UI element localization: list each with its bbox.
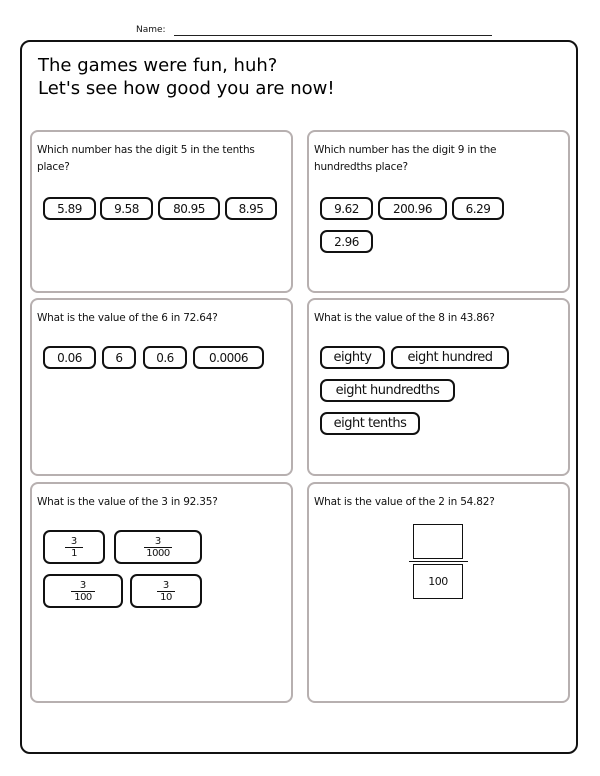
fraction	[144, 536, 172, 559]
fraction	[157, 580, 175, 603]
answer-option[interactable]: 2.96	[320, 230, 373, 253]
name-label: Name:	[136, 25, 166, 35]
numerator-input[interactable]	[413, 524, 463, 559]
question-panel-2	[307, 130, 570, 293]
question-prompt: What is the value of the 6 in 72.64?	[37, 312, 218, 324]
fraction-denominator: 100	[74, 591, 92, 603]
title-line-1: The games were fun, huh?	[38, 55, 278, 76]
fraction-option[interactable]	[43, 530, 105, 564]
question-panel-4	[307, 298, 570, 476]
fraction-denominator: 1	[71, 547, 77, 559]
question-panel-3	[30, 298, 293, 476]
fraction-numerator: 3	[144, 536, 172, 548]
fraction-denominator: 1000	[146, 547, 170, 559]
question-panel-1	[30, 130, 293, 293]
answer-option[interactable]: 6	[102, 346, 136, 369]
question-prompt: Which number has the digit 5 in the tenths place?	[37, 144, 255, 173]
fraction-numerator: 3	[65, 536, 83, 548]
title-line-2: Let's see how good you are now!	[38, 78, 335, 99]
fraction-numerator: 3	[71, 580, 95, 592]
fraction-denominator: 10	[160, 591, 172, 603]
fraction-bar	[409, 561, 468, 562]
denominator-value: 100	[428, 575, 448, 588]
answer-option[interactable]: 0.6	[143, 346, 187, 369]
answer-option[interactable]: 0.06	[43, 346, 96, 369]
name-field[interactable]	[174, 35, 492, 36]
question-prompt: Which number has the digit 9 in the hundredths place?	[314, 144, 497, 173]
fraction-option[interactable]	[114, 530, 202, 564]
answer-option[interactable]: 0.0006	[193, 346, 264, 369]
question-prompt: What is the value of the 2 in 54.82?	[314, 496, 495, 508]
question-prompt: What is the value of the 3 in 92.35?	[37, 496, 218, 508]
fraction	[65, 536, 83, 559]
answer-option[interactable]: eight tenths	[320, 412, 420, 435]
answer-option[interactable]: 9.58	[100, 197, 153, 220]
question-panel-5	[30, 482, 293, 703]
answer-option[interactable]: 200.96	[378, 197, 447, 220]
question-panel-6	[307, 482, 570, 703]
answer-option[interactable]: 5.89	[43, 197, 96, 220]
answer-option[interactable]: 9.62	[320, 197, 373, 220]
page-title	[38, 54, 335, 100]
fraction	[71, 580, 95, 603]
denominator-box	[413, 564, 463, 599]
answer-option[interactable]: eight hundredths	[320, 379, 455, 402]
fraction-numerator: 3	[157, 580, 175, 592]
answer-option[interactable]: 6.29	[452, 197, 504, 220]
answer-option[interactable]: eighty	[320, 346, 385, 369]
answer-option[interactable]: 8.95	[225, 197, 277, 220]
fraction-option[interactable]	[130, 574, 202, 608]
answer-option[interactable]: eight hundred	[391, 346, 509, 369]
fraction-option[interactable]	[43, 574, 123, 608]
question-prompt: What is the value of the 8 in 43.86?	[314, 312, 495, 324]
answer-option[interactable]: 80.95	[158, 197, 220, 220]
